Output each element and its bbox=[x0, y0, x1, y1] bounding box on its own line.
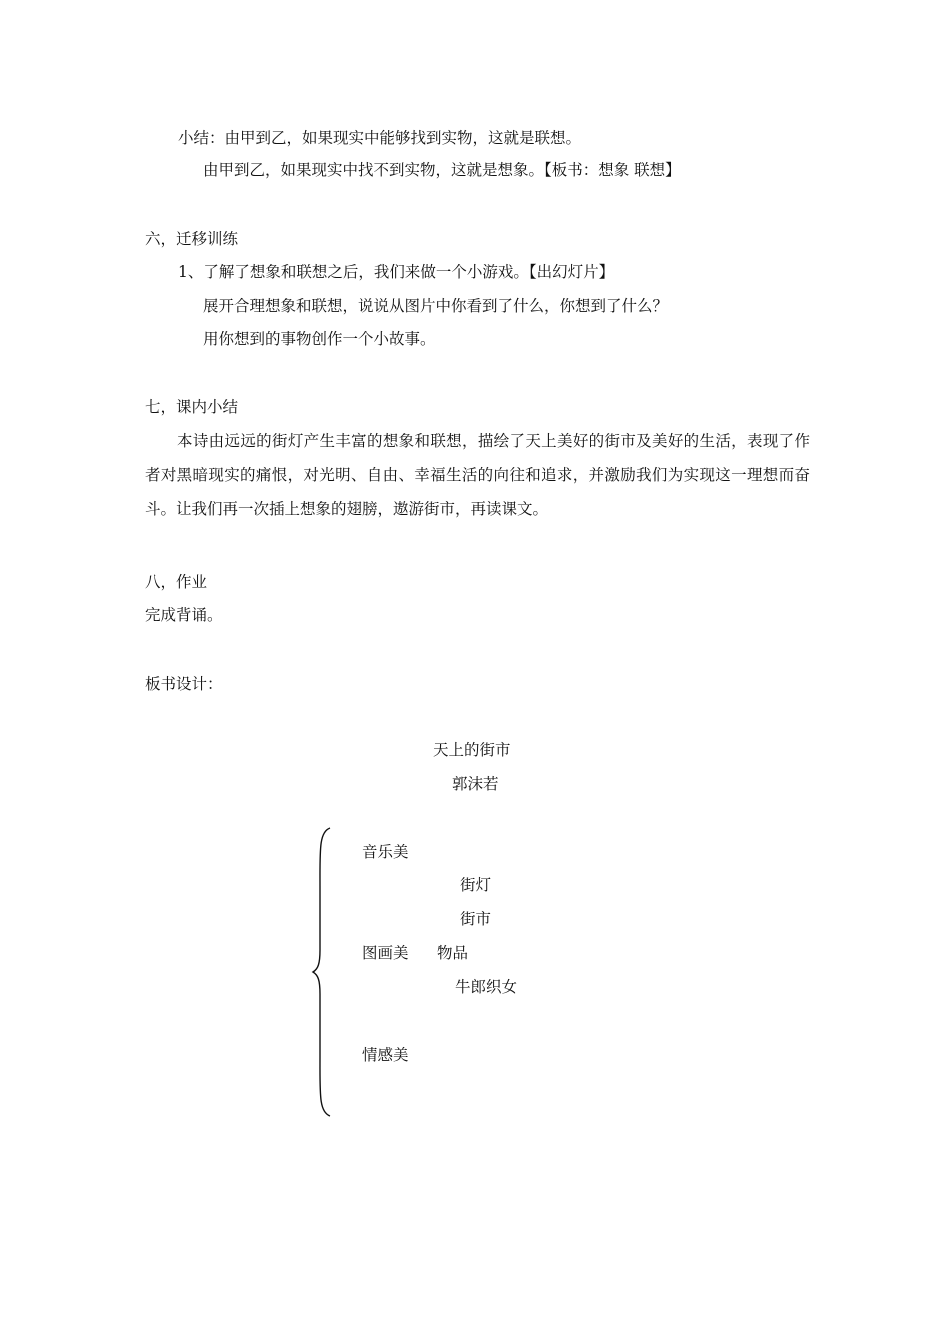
board-emotion-beauty: 情感美 bbox=[362, 1046, 409, 1064]
board-streetlight: 街灯 bbox=[460, 876, 492, 894]
section-7-heading: 七，课内小结 bbox=[145, 398, 239, 416]
section-6-line-3: 用你想到的事物创作一个小故事。 bbox=[203, 330, 436, 348]
section-8-heading: 八，作业 bbox=[145, 573, 208, 591]
board-music-beauty: 音乐美 bbox=[362, 843, 409, 861]
board-street: 街市 bbox=[460, 910, 492, 928]
section-6-item-1: 1、了解了想象和联想之后，我们来做一个小游戏。【出幻灯片】 bbox=[178, 263, 615, 281]
section-8-body: 完成背诵。 bbox=[145, 606, 223, 624]
board-cowherd-weaver: 牛郎织女 bbox=[455, 978, 518, 996]
left-brace-icon bbox=[310, 826, 334, 1118]
board-author: 郭沫若 bbox=[452, 775, 499, 793]
board-items: 物品 bbox=[437, 944, 469, 962]
board-title: 天上的街市 bbox=[433, 741, 511, 759]
section-7-paragraph: 本诗由远远的街灯产生丰富的想象和联想，描绘了天上美好的街市及美好的生活，表现了作者对黑暗现实的痛恨，对光明、自由、幸福生活的向往和追求，并激励我们为实现这一理想而奋斗。让我们再一次插上想象的翅膀，遨游街市，再读课文。 bbox=[145, 432, 810, 518]
summary-line-1: 小结：由甲到乙，如果现实中能够找到实物，这就是联想。 bbox=[178, 129, 582, 147]
summary-line-2: 由甲到乙，如果现实中找不到实物，这就是想象。【板书：想象 联想】 bbox=[203, 161, 681, 179]
section-6-line-2: 展开合理想象和联想，说说从图片中你看到了什么，你想到了什么？ bbox=[203, 297, 669, 315]
board-picture-beauty: 图画美 bbox=[362, 944, 409, 962]
section-6-heading: 六，迁移训练 bbox=[145, 230, 239, 248]
board-design-label: 板书设计： bbox=[145, 675, 223, 693]
